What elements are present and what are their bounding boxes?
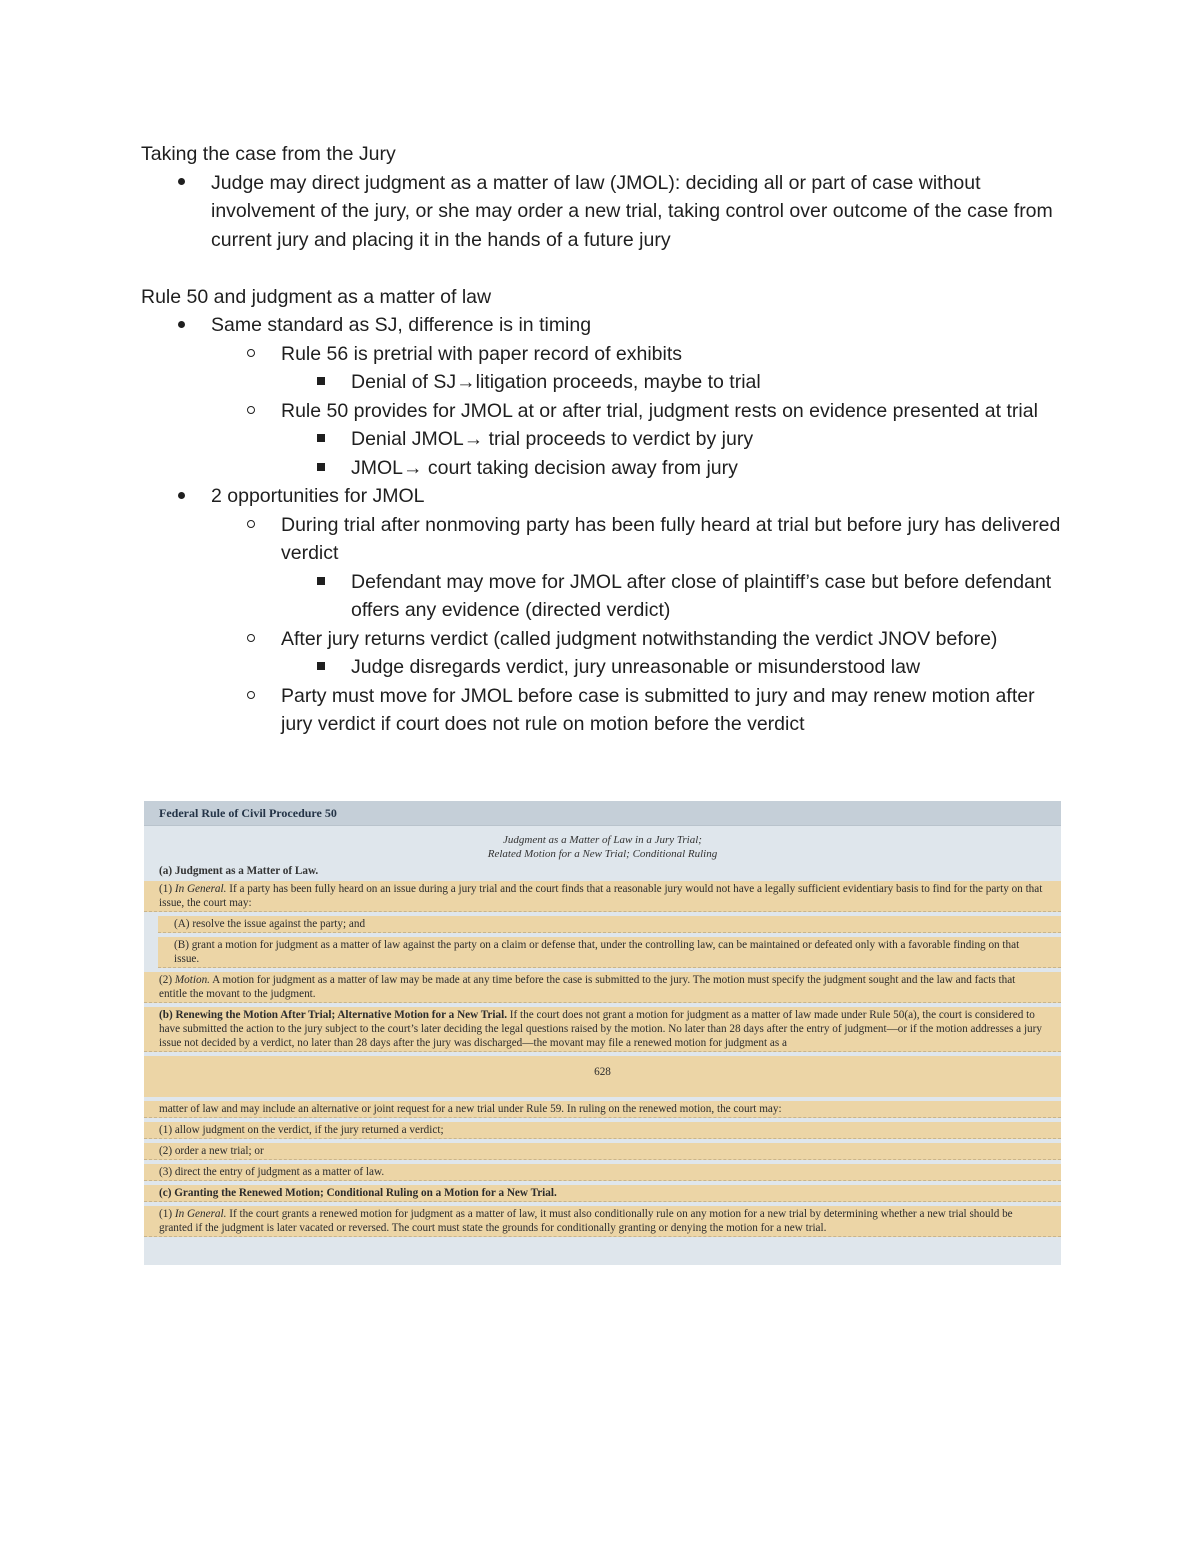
hollow-circle-bullet-icon bbox=[241, 625, 261, 654]
paragraph-text: If the court does not grant a motion for judgment as a matter of law made under Rule 50(a), the court is considered to have submitted the action to the jury subject to the court’s later deciding the legal questions raised by the motion. No later than 28 days after the entry of judgment—or if the motion addresses a jury issue not decided by a verdict, no later than 28 days after the jury was discharged—the movant may file a renewed motion for judgment as a bbox=[159, 1009, 1042, 1049]
list-item-text: Judge disregards verdict, jury unreasonable or misunderstood law bbox=[351, 656, 921, 678]
list-item bbox=[281, 568, 1071, 625]
list-item bbox=[211, 511, 1071, 625]
list-item bbox=[211, 625, 1071, 682]
bullet-list bbox=[141, 169, 1071, 255]
paragraph-heading: Motion. bbox=[174, 974, 210, 986]
list-item bbox=[281, 425, 1071, 454]
sub-list bbox=[281, 568, 1071, 625]
list-item-text: Judge may direct judgment as a matter of law (JMOL): deciding all or part of case without involvement of the jury, or she may order a new trial, taking control over outcome of the case from current jury and placing it in the hands of a future jury bbox=[211, 171, 1053, 251]
section-a-title: (a) Judgment as a Matter of Law. bbox=[159, 865, 319, 877]
list-item-text: Rule 50 provides for JMOL at or after trial, judgment rests on evidence presented at trial bbox=[281, 399, 1038, 422]
list-item bbox=[141, 169, 1071, 255]
list-item-text: Same standard as SJ, difference is in timing bbox=[211, 314, 592, 336]
rule-paragraph-a2 bbox=[144, 972, 1061, 1003]
list-item bbox=[281, 454, 1071, 483]
rule-paragraph-a1 bbox=[144, 881, 1061, 912]
list-item-text: Denial JMOL→ trial proceeds to verdict by jury bbox=[351, 428, 754, 450]
sub-list bbox=[281, 653, 1071, 682]
filled-circle-bullet-icon bbox=[171, 482, 191, 511]
rule-paragraph-aA: (A) resolve the issue against the party; and bbox=[158, 916, 1061, 933]
hollow-circle-bullet-icon bbox=[241, 682, 261, 711]
section-heading-jury: Taking the case from the Jury bbox=[141, 143, 396, 165]
paragraph-text: If a party has been fully heard on an issue during a jury trial and the court finds that a reasonable jury would not have a legally sufficient evidentiary basis to find for the party on that issue, the court may: bbox=[159, 883, 1043, 909]
list-item bbox=[281, 368, 1071, 397]
list-item bbox=[211, 397, 1071, 483]
list-item bbox=[141, 311, 1071, 482]
paragraph-text: If the court grants a renewed motion for judgment as a matter of law, it must also conditionally rule on any motion for a new trial by determining whether a new trial should be granted if the judgment is later vacated or reversed. The court must state the grounds for conditionally granting or denying the motion for a new trial. bbox=[159, 1208, 1013, 1234]
list-item bbox=[211, 340, 1071, 397]
rule-50-excerpt-image bbox=[144, 801, 1061, 1265]
filled-circle-bullet-icon bbox=[171, 311, 191, 340]
hollow-circle-bullet-icon bbox=[241, 511, 261, 540]
square-bullet-icon bbox=[311, 368, 331, 397]
square-bullet-icon bbox=[311, 568, 331, 597]
paragraph-label: (1) bbox=[159, 883, 173, 895]
notes-body bbox=[141, 140, 1071, 739]
rule-paragraph-b3: (3) direct the entry of judgment as a matter of law. bbox=[144, 1164, 1061, 1181]
paragraph-label: (1) bbox=[159, 1208, 173, 1220]
list-item bbox=[281, 653, 1071, 682]
list-item-text: Denial of SJ→litigation proceeds, maybe to trial bbox=[351, 371, 761, 393]
rule-paragraph-b2: (2) order a new trial; or bbox=[144, 1143, 1061, 1160]
rule-subtitle-line: Judgment as a Matter of Law in a Jury Trial; bbox=[503, 834, 702, 846]
rule-header: Federal Rule of Civil Procedure 50 bbox=[144, 801, 1061, 826]
list-item bbox=[211, 682, 1071, 739]
list-item bbox=[141, 482, 1071, 739]
list-item-text: JMOL→ court taking decision away from jury bbox=[351, 456, 738, 479]
filled-circle-bullet-icon bbox=[171, 169, 191, 198]
paragraph-heading: In General. bbox=[174, 1208, 227, 1220]
bullet-list bbox=[141, 311, 1071, 739]
square-bullet-icon bbox=[311, 425, 331, 454]
paragraph-heading: (b) Renewing the Motion After Trial; Alternative Motion for a New Trial. bbox=[159, 1009, 507, 1021]
sub-list bbox=[281, 368, 1071, 397]
list-item-text: 2 opportunities for JMOL bbox=[211, 485, 425, 507]
sub-list bbox=[211, 511, 1071, 739]
sub-list bbox=[211, 340, 1071, 483]
list-item-text: Party must move for JMOL before case is submitted to jury and may renew motion after jury verdict if court does not rule on motion before the verdict bbox=[281, 684, 1035, 735]
rule-paragraph-aB: (B) grant a motion for judgment as a matter of law against the party on a claim or defense that, under the controlling law, can be maintained or defeated only with a favorable finding on that issue. bbox=[158, 937, 1061, 968]
list-item-text: After jury returns verdict (called judgment notwithstanding the verdict JNOV before) bbox=[281, 627, 998, 650]
rule-paragraph-b1: (1) allow judgment on the verdict, if the jury returned a verdict; bbox=[144, 1122, 1061, 1139]
paragraph-label: (2) bbox=[159, 974, 173, 986]
rule-paragraph-b-cont: matter of law and may include an alternative or joint request for a new trial under Rule 59. In ruling on the renewed motion, the court may: bbox=[144, 1101, 1061, 1118]
square-bullet-icon bbox=[311, 454, 331, 483]
sub-list bbox=[281, 425, 1071, 482]
square-bullet-icon bbox=[311, 653, 331, 682]
rule-paragraph-b bbox=[144, 1007, 1061, 1052]
hollow-circle-bullet-icon bbox=[241, 340, 261, 369]
list-item-text: During trial after nonmoving party has been fully heard at trial but before jury has delivered verdict bbox=[281, 513, 1061, 564]
section-c-title: (c) Granting the Renewed Motion; Conditional Ruling on a Motion for a New Trial. bbox=[144, 1185, 1061, 1202]
page-number: 628 bbox=[144, 1056, 1061, 1097]
rule-subtitle-line: Related Motion for a New Trial; Conditional Ruling bbox=[487, 848, 718, 860]
rule-subtitle bbox=[144, 833, 1061, 861]
rule-paragraph-c1 bbox=[144, 1206, 1061, 1237]
section-heading-rule-50: Rule 50 and judgment as a matter of law bbox=[141, 285, 492, 308]
paragraph-text: A motion for judgment as a matter of law may be made at any time before the case is submitted to the jury. The motion must specify the judgment sought and the law and facts that entitle the movant to the judgment. bbox=[159, 974, 1016, 1000]
paragraph-heading: In General. bbox=[174, 883, 227, 895]
list-item-text: Rule 56 is pretrial with paper record of exhibits bbox=[281, 342, 683, 365]
hollow-circle-bullet-icon bbox=[241, 397, 261, 426]
list-item-text: Defendant may move for JMOL after close of plaintiff’s case but before defendant offers any evidence (directed verdict) bbox=[351, 570, 1052, 621]
